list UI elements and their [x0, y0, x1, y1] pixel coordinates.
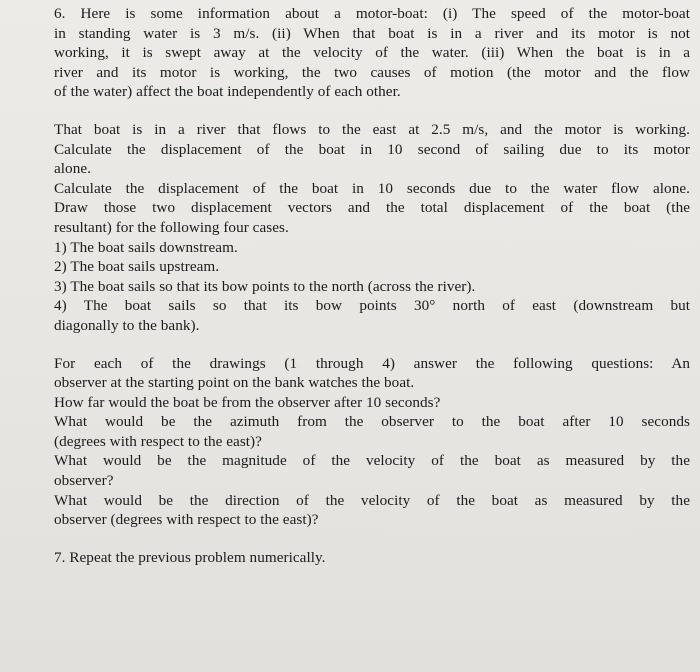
text-line: That boat is in a river that flows to the east at 2.5 m/s, and the motor is working. [54, 120, 690, 138]
problem-6-task [54, 120, 690, 238]
text-line: 7. Repeat the previous problem numerically. [54, 548, 326, 566]
case-item: 2) The boat sails upstream. [54, 258, 220, 276]
problem-7 [54, 548, 690, 568]
text-line: Calculate the displacement of the boat in 10 second of sailing due to its motor [54, 140, 690, 158]
text-line: observer at the starting point on the bank watches the boat. [54, 374, 415, 392]
text-line: of the water) affect the boat independently of each other. [54, 83, 401, 101]
paragraph-gap [54, 102, 690, 120]
case-item: diagonally to the bank). [54, 316, 200, 334]
paragraph-gap [54, 530, 690, 548]
case-item: 1) The boat sails downstream. [54, 238, 238, 256]
problem-6-intro [54, 4, 690, 102]
text-line: 6. Here is some information about a motor-boat: (i) The speed of the motor-boat [54, 5, 690, 22]
text-line: working, it is swept away at the velocity of the water. (iii) When the boat is in a [54, 44, 690, 62]
text-line: alone. [54, 160, 91, 178]
text-line: resultant) for the following four cases. [54, 218, 289, 236]
text-line: observer? [54, 472, 114, 490]
problem-sheet [54, 4, 690, 567]
text-line: How far would the boat be from the observer after 10 seconds? [54, 393, 441, 411]
text-line: (degrees with respect to the east)? [54, 432, 262, 450]
text-line: What would be the magnitude of the velocity of the boat as measured by the [54, 452, 690, 470]
text-line: What would be the direction of the velocity of the boat as measured by the [54, 491, 690, 509]
text-line: river and its motor is working, the two causes of motion (the motor and the flow [54, 63, 690, 81]
cases-list [54, 238, 690, 336]
text-line: observer (degrees with respect to the east)? [54, 511, 319, 529]
paragraph-gap [54, 336, 690, 354]
text-line: What would be the azimuth from the observer to the boat after 10 seconds [54, 413, 690, 431]
case-item: 3) The boat sails so that its bow points to the north (across the river). [54, 277, 476, 295]
text-line: in standing water is 3 m/s. (ii) When that boat is in a river and its motor is not [54, 24, 690, 42]
text-line: Draw those two displacement vectors and the total displacement of the boat (the [54, 199, 690, 217]
text-line: Calculate the displacement of the boat in 10 seconds due to the water flow alone. [54, 179, 690, 197]
text-line: For each of the drawings (1 through 4) answer the following questions: An [54, 354, 690, 372]
problem-6-questions [54, 354, 690, 530]
case-item: 4) The boat sails so that its bow points 30° north of east (downstream but [54, 297, 690, 315]
